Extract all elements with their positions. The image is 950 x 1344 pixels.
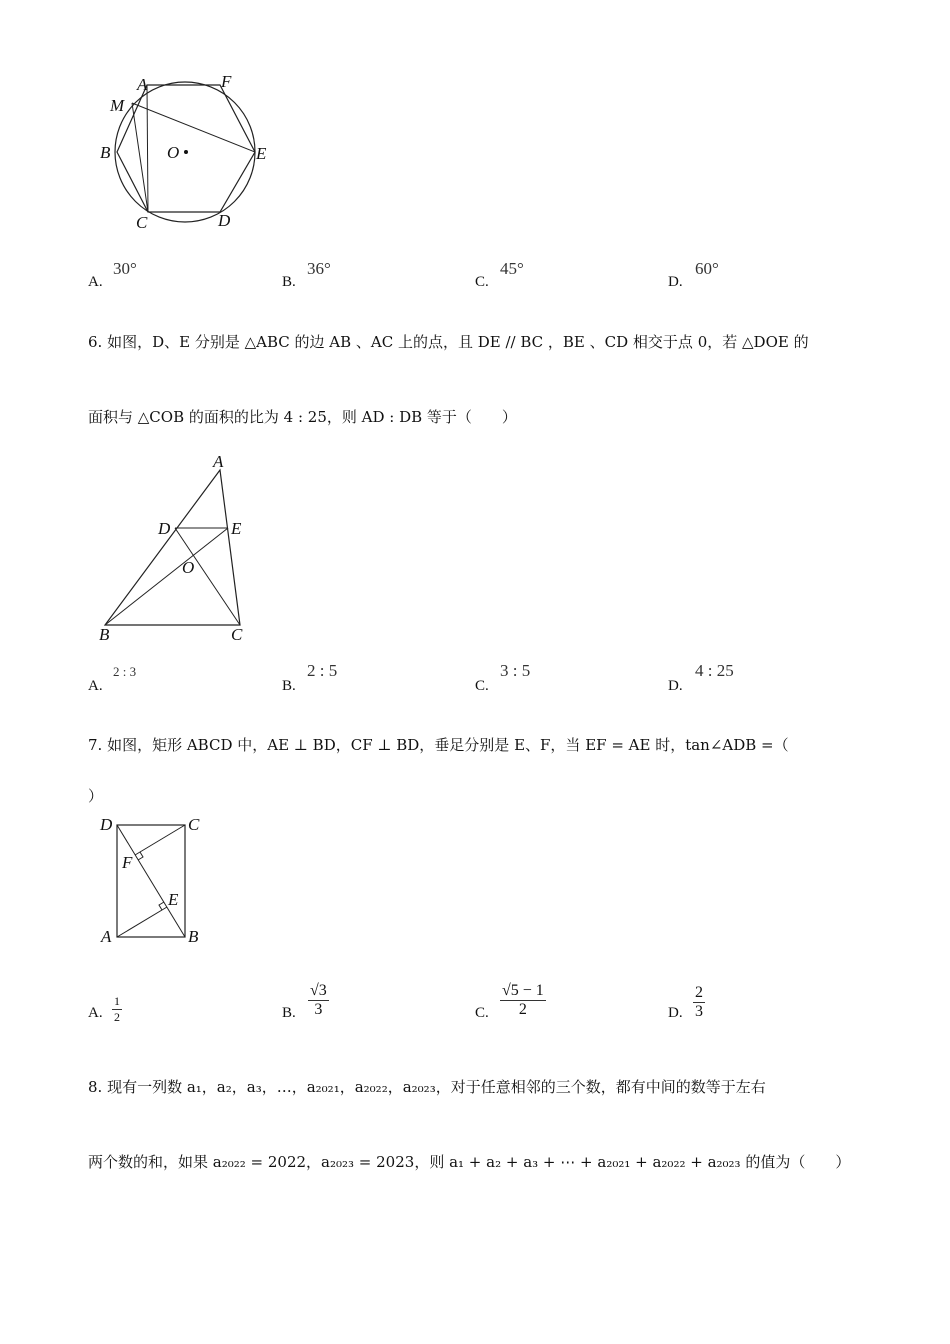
label-a: A xyxy=(213,452,224,471)
label-d: D xyxy=(218,211,231,230)
label-a: A xyxy=(101,927,112,946)
label-d: D xyxy=(100,815,113,834)
label-m: M xyxy=(110,96,125,115)
numerator: 1 xyxy=(114,994,120,1008)
label-e: E xyxy=(256,144,267,163)
label-o: O xyxy=(167,143,180,162)
label-f: F xyxy=(221,72,232,91)
q6-text-line1: 6. 如图，D、E 分别是 △ABC 的边 AB 、AC 上的点，且 DE // BC ，BE 、CD 相交于点 0，若 △DOE 的 xyxy=(88,333,809,351)
numerator: √3 xyxy=(310,982,327,999)
label-b: B xyxy=(188,927,199,946)
q6-option-d-value[interactable]: 4 : 25 xyxy=(695,661,734,680)
label-c: C xyxy=(136,213,148,232)
label-e: E xyxy=(168,890,179,909)
triangle-abc xyxy=(105,470,240,625)
q7-option-a-fraction[interactable] xyxy=(112,994,122,1025)
q7-option-c-letter: C. xyxy=(475,1005,489,1021)
q7-option-d-letter: D. xyxy=(668,1005,683,1021)
q5-option-c-letter: C. xyxy=(475,274,489,290)
label-c: C xyxy=(231,625,243,644)
q6-option-b-value[interactable]: 2 : 5 xyxy=(307,661,338,680)
q6-option-c-letter: C. xyxy=(475,678,489,694)
denominator: 2 xyxy=(518,1001,527,1018)
hexagon xyxy=(117,85,255,212)
segment-cf xyxy=(135,825,185,855)
denominator: 3 xyxy=(695,1003,703,1020)
label-o: O xyxy=(182,558,195,577)
q8-text-line1: 8. 现有一列数 a₁，a₂，a₃，…，a₂₀₂₁，a₂₀₂₂，a₂₀₂₃，对于任意相邻的三个数，都有中间的数等于左右 xyxy=(88,1078,766,1096)
q7-option-b-fraction[interactable] xyxy=(308,982,329,1019)
figure-circle-hexagon xyxy=(0,0,300,240)
q6-option-a-value[interactable]: 2 : 3 xyxy=(113,664,137,679)
q7-option-c-fraction[interactable] xyxy=(500,982,546,1019)
label-f: F xyxy=(122,853,133,872)
segment-me xyxy=(132,103,255,152)
segment-ae xyxy=(117,907,167,937)
figure-triangle-abc xyxy=(0,440,300,650)
label-b: B xyxy=(100,143,111,162)
segment-ac xyxy=(147,85,148,212)
q5-option-b-letter: B. xyxy=(282,274,296,290)
q7-text-line2: ） xyxy=(88,787,104,805)
label-d: D xyxy=(158,519,171,538)
center-dot xyxy=(184,150,188,154)
label-c: C xyxy=(188,815,200,834)
numerator: 2 xyxy=(695,984,703,1001)
q5-option-b-value[interactable]: 36° xyxy=(307,259,331,278)
q5-option-c-value[interactable]: 45° xyxy=(500,259,524,278)
q6-option-a-letter: A. xyxy=(88,678,103,694)
q5-option-a-letter: A. xyxy=(88,274,103,290)
label-a: A xyxy=(137,75,148,94)
q6-option-c-value[interactable]: 3 : 5 xyxy=(500,661,531,680)
q8-text-line2: 两个数的和，如果 a₂₀₂₂ = 2022，a₂₀₂₃ = 2023，则 a₁ + a₂ + a₃ + ⋯ + a₂₀₂₁ + a₂₀₂₂ + a₂₀₂₃ 的值为（ ） xyxy=(88,1153,851,1171)
denominator: 3 xyxy=(314,1001,323,1018)
diagonal-bd xyxy=(117,825,185,937)
numerator: √5 − 1 xyxy=(502,982,544,999)
q5-option-d-letter: D. xyxy=(668,274,683,290)
q6-option-b-letter: B. xyxy=(282,678,296,694)
q5-option-a-value[interactable]: 30° xyxy=(113,259,137,278)
label-b: B xyxy=(99,625,110,644)
figure-rectangle-abcd xyxy=(0,805,230,955)
q5-option-d-value[interactable]: 60° xyxy=(695,259,719,278)
label-e: E xyxy=(231,519,242,538)
denominator: 2 xyxy=(114,1010,120,1024)
q7-text-line1: 7. 如图，矩形 ABCD 中，AE ⊥ BD，CF ⊥ BD，垂足分别是 E、F，当 EF = AE 时，tan∠ADB =（ xyxy=(88,736,789,754)
q7-option-d-fraction[interactable] xyxy=(693,984,705,1021)
q6-option-d-letter: D. xyxy=(668,678,683,694)
q6-text-line2: 面积与 △COB 的面积的比为 4 : 25，则 AD : DB 等于（ ） xyxy=(88,408,517,426)
q7-option-a-letter: A. xyxy=(88,1005,103,1021)
q7-option-b-letter: B. xyxy=(282,1005,296,1021)
